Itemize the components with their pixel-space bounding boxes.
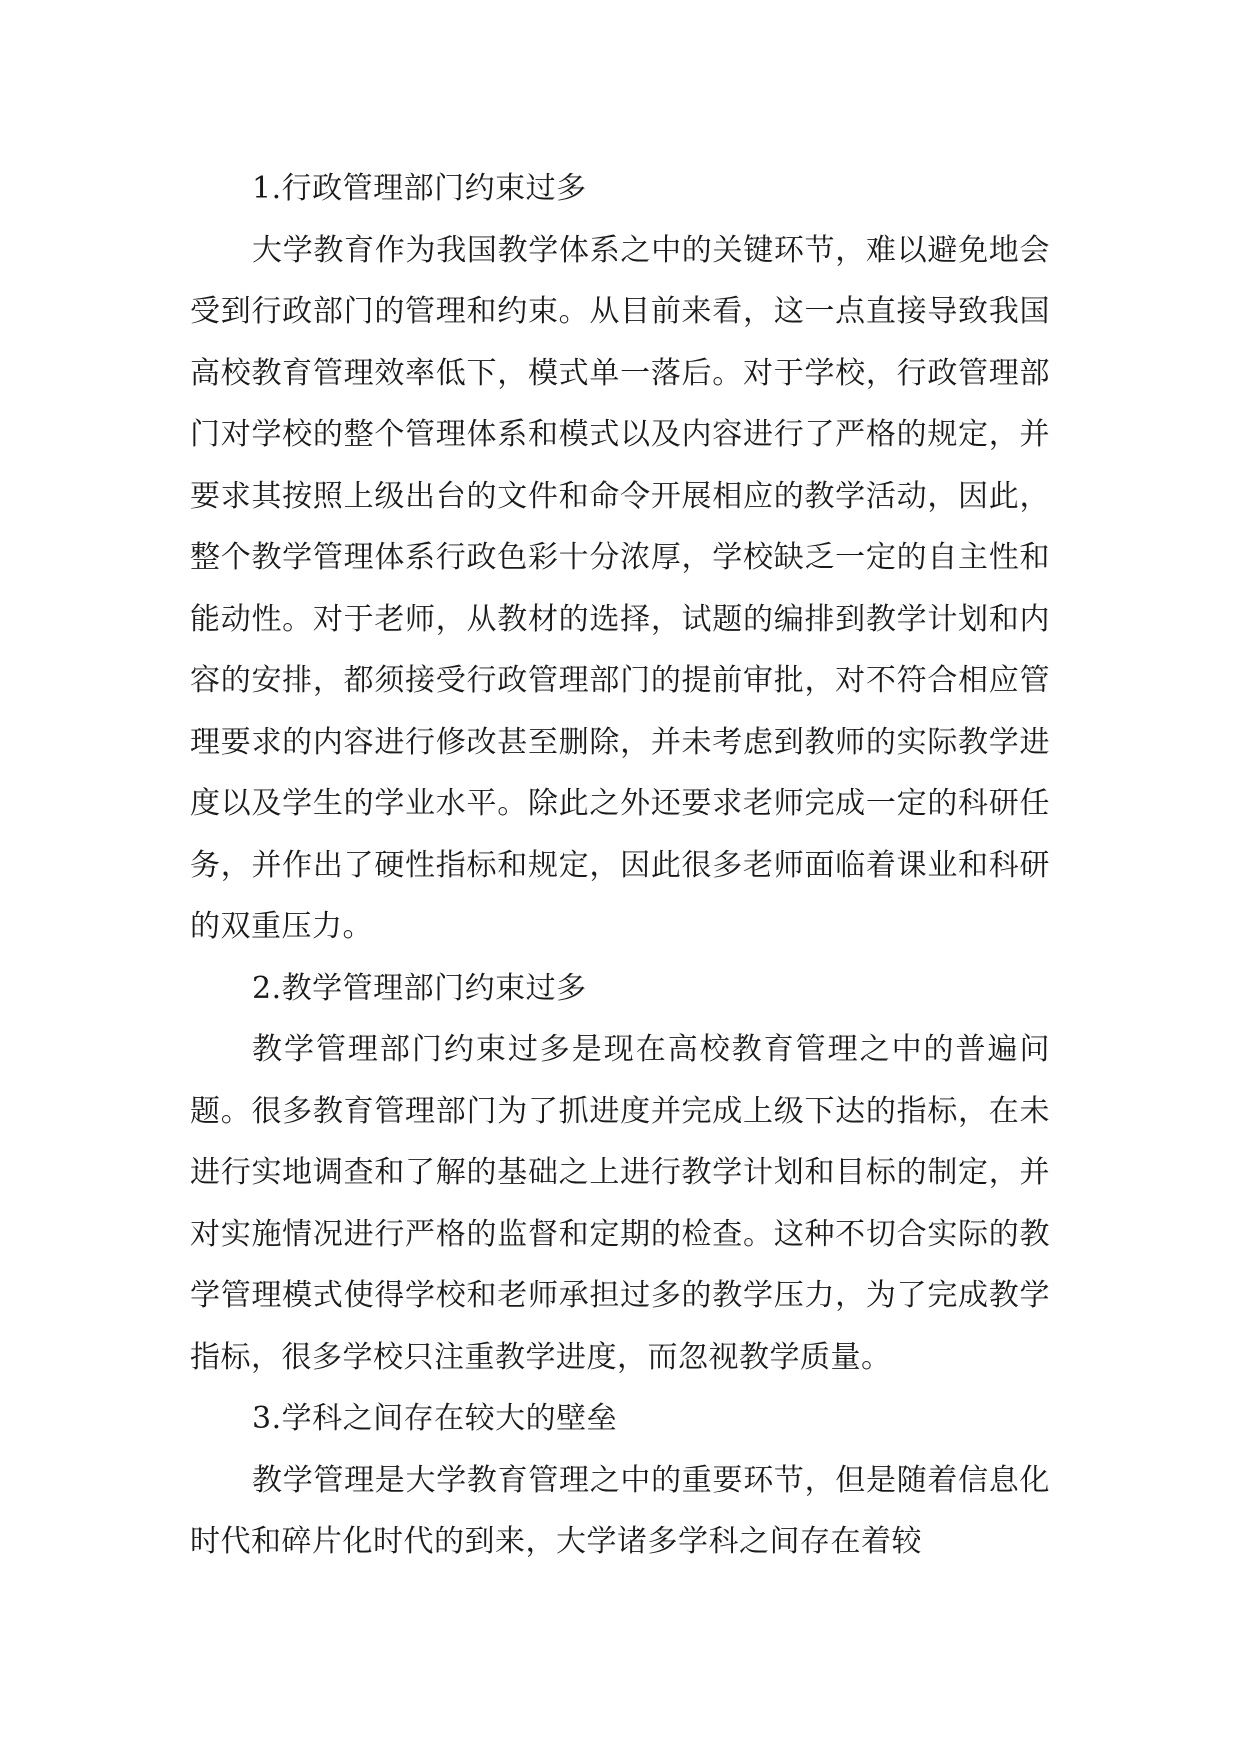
document-content [190,158,1050,1573]
section-3-body: 教学管理是大学教育管理之中的重要环节，但是随着信息化时代和碎片化时代的到来，大学诸多学科之间存在着较 [190,1462,1050,1559]
section-1-heading: 1.行政管理部门约束过多 [252,171,587,206]
section-2-heading: 2.教学管理部门约束过多 [252,970,587,1006]
section-2-body: 教学管理部门约束过多是现在高校教育管理之中的普遍问题。很多教育管理部门为了抓进度并完成上级下达的指标，在未进行实地调查和了解的基础之上进行教学计划和目标的制定，并对实施情况进行严格的监督和定期的检查。这种不切合实际的教学管理模式使得学校和老师承担过多的教学压力，为了完成教学指标，很多学校只注重教学进度，而忽视教学质量。 [190,1032,1050,1375]
section-3-heading: 3.学科之间存在较大的壁垒 [252,1401,618,1436]
section-1-body: 大学教育作为我国教学体系之中的关键环节，难以避免地会受到行政部门的管理和约束。从目前来看，这一点直接导致我国高校教育管理效率低下，模式单一落后。对于学校，行政管理部门对学校的整个管理体系和模式以及内容进行了严格的规定，并要求其按照上级出台的文件和命令开展相应的教学活动，因此，整个教学管理体系行政色彩十分浓厚，学校缺乏一定的自主性和能动性。对于老师，从教材的选择，试题的编排到教学计划和内容的安排，都须接受行政管理部门的提前审批，对不符合相应管理要求的内容进行修改甚至删除，并未考虑到教师的实际教学进度以及学生的学业水平。除此之外还要求老师完成一定的科研任务，并作出了硬性指标和规定，因此很多老师面临着课业和科研的双重压力。 [190,232,1050,944]
